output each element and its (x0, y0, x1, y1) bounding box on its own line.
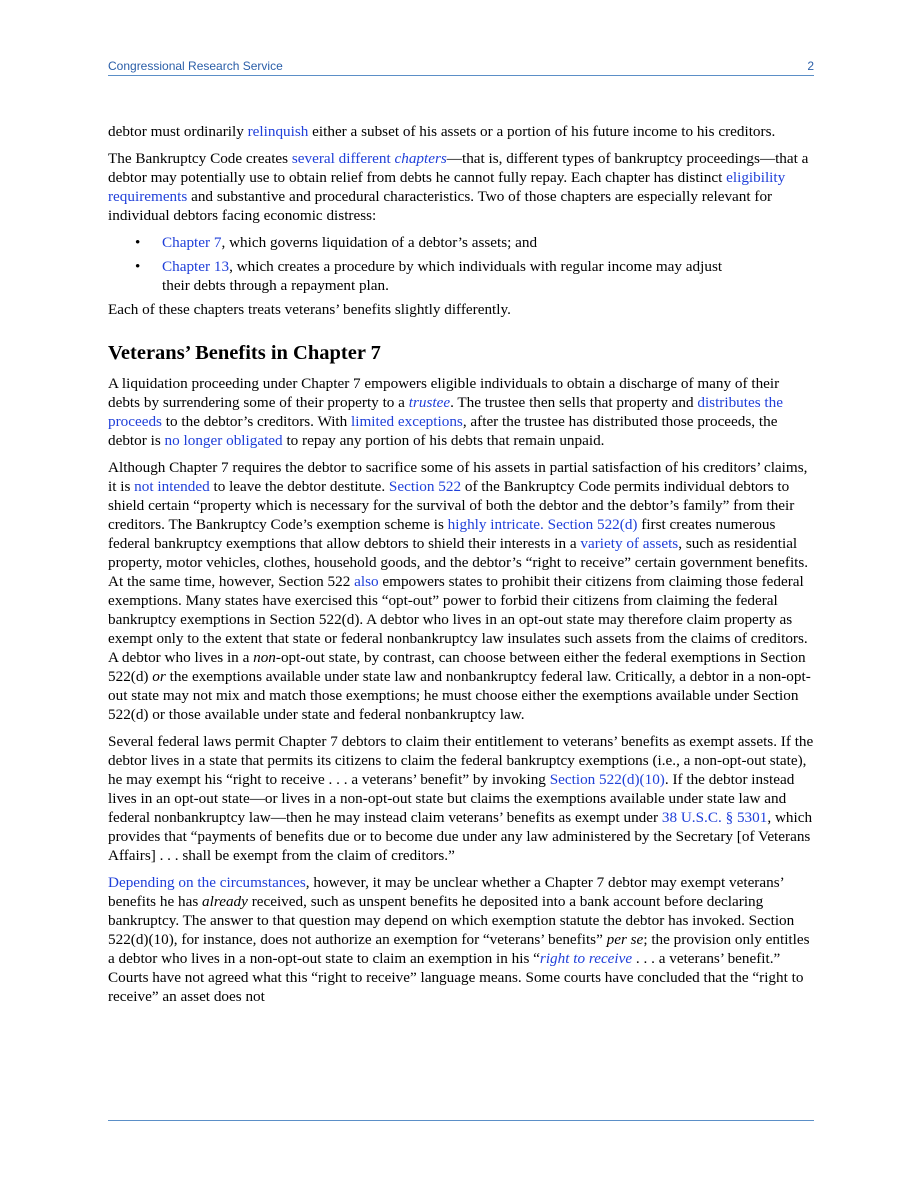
paragraph-6 (108, 732, 814, 865)
text-run: . (540, 516, 548, 533)
link-section-522d10[interactable]: Section 522(d)(10) (549, 771, 665, 788)
text-run: , however, it may be unclear whether a Chapter 7 debtor may exempt veterans’ benefits he has (108, 874, 784, 910)
text-run: , which creates a procedure by which individuals with regular income may adjust their debts through a repayment plan. (162, 258, 723, 294)
paragraph-3: Each of these chapters treats veterans’ benefits slightly differently. (108, 301, 511, 318)
text-run: -opt-out state, by contrast, can choose between either the federal exemptions in Section 522(d) (108, 649, 806, 685)
link-highly-intricate[interactable]: highly intricate (447, 516, 541, 533)
link-not-intended[interactable]: not intended (134, 478, 210, 495)
text-run: , such as residential property, motor vehicles, clothes, household goods, and the debtor’s “right to receive” certain government benefits. At the same time, however, Section 522 (108, 535, 809, 590)
link-38-usc-5301[interactable]: 38 U.S.C. § 5301 (661, 809, 768, 826)
bullet-icon: • (135, 234, 141, 251)
link-section-522d[interactable]: Section 522(d) (547, 516, 638, 533)
paragraph-2 (108, 149, 814, 225)
link-eligibility-requirements[interactable]: eligibility requirements (108, 169, 786, 205)
link-trustee[interactable] (409, 394, 450, 411)
link-text-italic: chapters (394, 150, 447, 167)
link-relinquish[interactable]: relinquish (247, 123, 309, 140)
text-run: , which provides that “payments of benefits due or to become due under any law administered by the Secretary [of Veterans Affairs] . . . shall be exempt from the claim of creditors.” (108, 809, 813, 864)
page-header (108, 57, 814, 76)
text-run: , which governs liquidation of a debtor’s assets; and (221, 234, 538, 251)
text-run: The Bankruptcy Code creates (108, 150, 292, 167)
text-run: Several federal laws permit Chapter 7 debtors to claim their entitlement to veterans’ benefits as exempt assets. If the debtor lives in a state that permits its citizens to claim the federal bankruptcy exemptions (i.e., a non-opt-out state), he may exempt his “right to receive . . . a veterans’ benefit” by invoking (108, 733, 814, 788)
link-limited-exceptions[interactable]: limited exceptions (351, 413, 463, 430)
document-body (108, 122, 814, 1014)
italic-run: non (253, 649, 276, 666)
chapter-list (108, 233, 814, 295)
italic-run: per se (606, 931, 644, 948)
paragraph-5 (108, 458, 814, 724)
text-run: to the debtor’s creditors. With (161, 413, 352, 430)
section-heading: Veterans’ Benefits in Chapter 7 (108, 342, 381, 364)
italic-run: or (152, 668, 166, 685)
link-section-522[interactable]: Section 522 (388, 478, 462, 495)
text-run: received, such as unspent benefits he deposited into a bank account before declaring bankruptcy. The answer to that question may depend on which exemption statute the debtor has invoked. Section 522(d)(10), for instance, does not authorize an exemption for “veterans’ benefits” (108, 893, 795, 948)
italic-run: already (202, 893, 248, 910)
link-chapter-7[interactable]: Chapter 7 (162, 234, 222, 251)
link-text: several different (291, 150, 395, 167)
link-right-to-receive[interactable] (540, 950, 632, 967)
list-item-text (162, 257, 742, 295)
text-run: to repay any portion of his debts that remain unpaid. (282, 432, 605, 449)
text-run: the exemptions available under state law and nonbankruptcy federal law. Critically, a debtor in a non-opt-out state may not mix and match those exemptions; he must choose either the exemptions available under Section 522(d) or those available under state and federal nonbankruptcy law. (108, 668, 811, 723)
text-run: . If the debtor instead lives in an opt-out state—or lives in a non-opt-out state but claims the exemptions available under state law and federal nonbankruptcy law—then he may instead claim veterans’ benefits as exempt under (108, 771, 795, 826)
text-run: . . . a veterans’ benefit.” Courts have not agreed what this “right to receive” language means. Some courts have concluded that the “right to receive” an asset does not (108, 950, 804, 1005)
text-run: . The trustee then sells that property and (450, 394, 698, 411)
header-source: Congressional Research Service (108, 59, 283, 73)
text-run: either a subset of his assets or a portion of his future income to his creditors. (308, 123, 776, 140)
link-text-italic: trustee (408, 394, 451, 411)
link-text-italic: right to receive (539, 950, 633, 967)
list-item (108, 233, 814, 252)
footer-rule (108, 1120, 814, 1121)
text-run: , after the trustee has distributed those proceeds, the debtor is (108, 413, 778, 449)
paragraph-7 (108, 873, 814, 1006)
link-variety-of-assets[interactable]: variety of assets (580, 535, 679, 552)
text-run: of the Bankruptcy Code permits individual debtors to shield certain “property which is necessary for the survival of both the debtor and the debtor’s family” from their creditors. The Bankruptcy Code’s exemption scheme is (108, 478, 795, 533)
text-run: —that is, different types of bankruptcy proceedings—that a debtor may potentially use to obtain relief from debts he cannot fully repay. Each chapter has distinct (108, 150, 809, 186)
text-run: ; the provision only entitles a debtor who lives in a non-opt-out state to claim an exemption in his “ (108, 931, 810, 967)
text-run: empowers states to prohibit their citizens from claiming those federal exemptions. Many states have exercised this “opt-out” power to forbid their citizens from claiming the federal bankruptcy exemptions in Section 522(d). A debtor who lives in an opt-out state may therefore claim property as exempt only to the extent that state or federal nonbankruptcy law insulates such assets from the claims of creditors. A debtor who lives in a (108, 573, 808, 666)
link-also[interactable]: also (354, 573, 379, 590)
paragraph-4 (108, 374, 814, 450)
link-no-longer-obligated[interactable]: no longer obligated (164, 432, 283, 449)
text-run: debtor must ordinarily (108, 123, 248, 140)
paragraph-1 (108, 122, 814, 141)
page-number: 2 (807, 59, 814, 73)
text-run: A liquidation proceeding under Chapter 7 empowers eligible individuals to obtain a discharge of many of their debts by surrendering some of their property to a (108, 375, 780, 411)
text-run: Although Chapter 7 requires the debtor to sacrifice some of his assets in partial satisfaction of his creditors’ claims, it is (108, 459, 808, 495)
text-run: to leave the debtor destitute. (209, 478, 389, 495)
link-distributes-the-proceeds[interactable]: distributes the proceeds (108, 394, 783, 430)
text-run: first creates numerous federal bankruptcy exemptions that allow debtors to shield their interests in a (108, 516, 776, 552)
link-several-different-chapters[interactable] (292, 150, 447, 167)
list-item (108, 257, 814, 295)
link-depending-on-the-circumstances[interactable]: Depending on the circumstances (108, 874, 306, 891)
link-chapter-13[interactable]: Chapter 13 (162, 258, 230, 275)
list-item-text (162, 233, 742, 252)
bullet-icon: • (135, 258, 141, 275)
text-run: and substantive and procedural characteristics. Two of those chapters are especially relevant for individual debtors facing economic distress: (108, 188, 773, 224)
